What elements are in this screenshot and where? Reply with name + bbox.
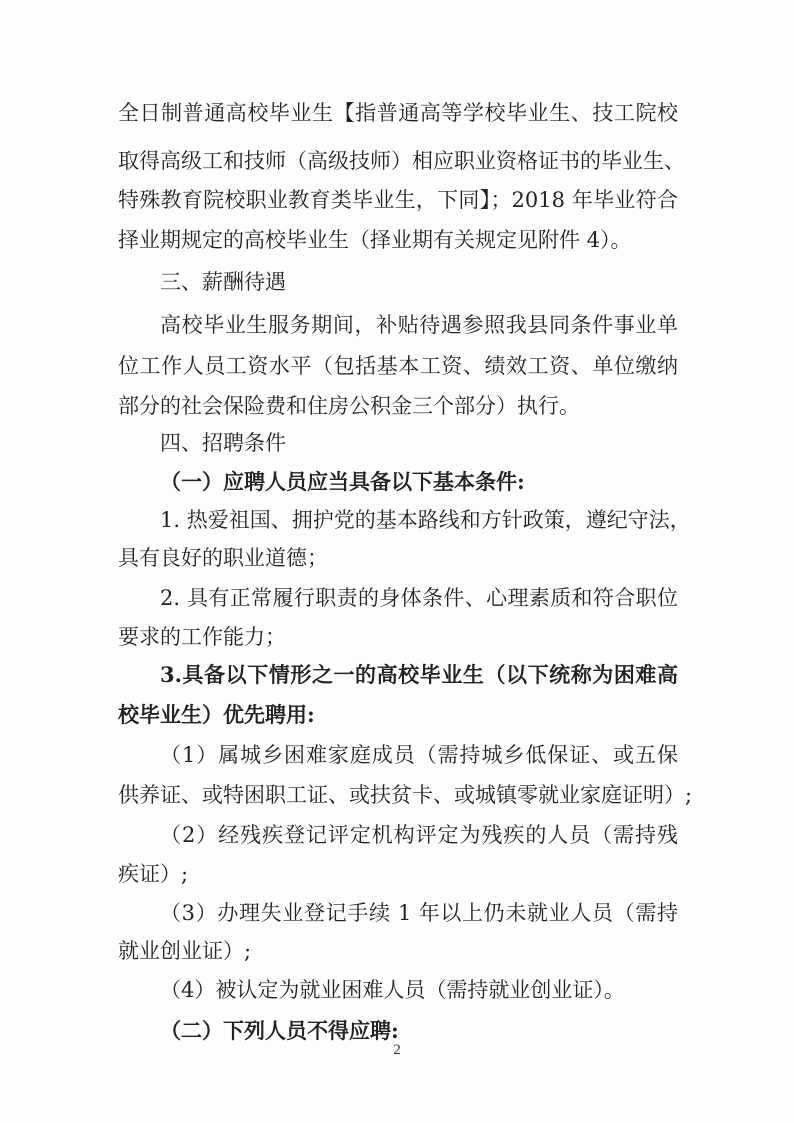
text-line: 取得高级工和技师（高级技师）相应职业资格证书的毕业生、	[118, 149, 685, 173]
text-line: 高校毕业生服务期间，补贴待遇参照我县同条件事业单	[160, 313, 678, 337]
list-item: 3.具备以下情形之一的高校毕业生（以下统称为困难高	[160, 662, 678, 687]
subsection-heading: （二）下列人员不得应聘:	[160, 1018, 399, 1043]
text-line: 特殊教育院校职业教育类毕业生，下同】；2018 年毕业符合	[118, 188, 678, 212]
text-line: 全日制普通高校毕业生【指普通高等学校毕业生、技工院校	[118, 101, 678, 125]
list-item: （2）经残疾登记评定机构评定为残疾的人员（需持残	[160, 823, 678, 847]
text-line: 供养证、或特困职工证、或扶贫卡、或城镇零就业家庭证明）;	[118, 783, 693, 807]
text-line: 择业期规定的高校毕业生（择业期有关规定见附件 4）。	[118, 228, 632, 252]
text-line: 校毕业生）优先聘用:	[118, 702, 315, 727]
text-line: 疾证）;	[118, 862, 189, 886]
list-item: （4）被认定为就业困难人员（需持就业创业证）。	[160, 978, 625, 1002]
section-heading: 三、薪酬待遇	[160, 270, 286, 294]
list-item: （3）办理失业登记手续 1 年以上仍未就业人员（需持	[160, 901, 678, 925]
text-line: 部分的社会保险费和住房公积金三个部分）执行。	[118, 394, 580, 418]
page-number: 2	[393, 1042, 401, 1058]
text-line: 具有良好的职业道德；	[118, 546, 328, 570]
section-heading: 四、招聘条件	[160, 431, 286, 455]
text-line: 就业创业证）;	[118, 939, 252, 963]
list-item: 1. 热爱祖国、拥护党的基本路线和方针政策，遵纪守法，	[160, 508, 691, 532]
list-item: 2. 具有正常履行职责的身体条件、心理素质和符合职位	[160, 586, 678, 610]
subsection-heading: （一）应聘人员应当具备以下基本条件:	[160, 469, 525, 494]
text-line: 要求的工作能力；	[118, 625, 286, 649]
text-line: 位工作人员工资水平（包括基本工资、绩效工资、单位缴纳	[118, 354, 678, 378]
list-item: （1）属城乡困难家庭成员（需持城乡低保证、或五保	[160, 743, 678, 767]
